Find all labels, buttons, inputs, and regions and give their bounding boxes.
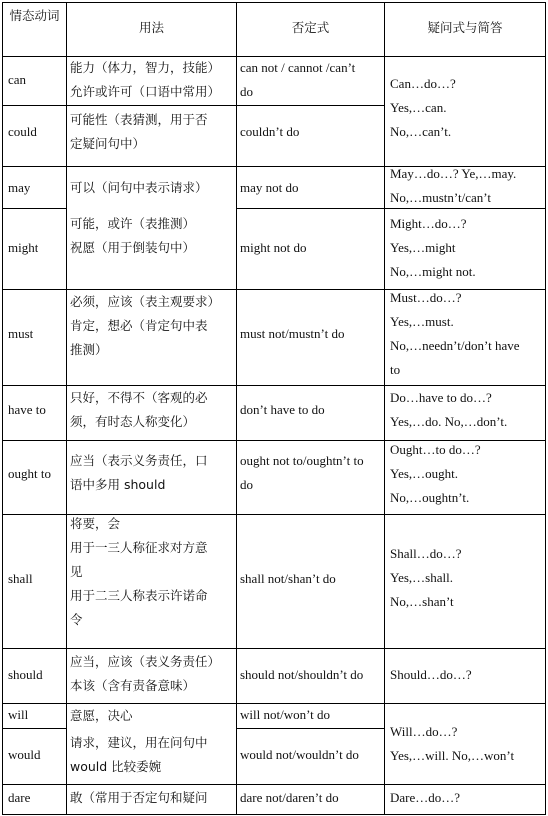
question-line: No,…might not.	[390, 264, 476, 279]
verb-cell: can	[8, 72, 27, 87]
usage-cell	[70, 108, 236, 156]
column-divider	[66, 2, 67, 815]
header-col-negative	[237, 16, 384, 40]
verb-cell: have to	[8, 402, 46, 417]
question-line: No,…can’t.	[390, 124, 452, 139]
usage-line: would 比较委婉	[70, 759, 162, 774]
usage-cell	[70, 449, 236, 497]
usage-line: 见	[70, 564, 83, 579]
question-line: No,…shan’t	[390, 594, 454, 609]
negative-cell: dare not/daren’t do	[240, 790, 339, 805]
row-divider-partial	[2, 728, 66, 729]
usage-line: 必须，应该（表主观要求）	[70, 294, 221, 309]
negative-cell	[240, 449, 384, 497]
question-line: Do…have to do…?	[390, 390, 492, 405]
table-border-right	[545, 2, 546, 815]
question-line: Yes,…do. No,…don’t.	[390, 414, 508, 429]
negative-line: ought not to/oughtn’t to	[240, 453, 364, 468]
usage-line: 可能，或许（表推测）	[70, 216, 196, 231]
verb-cell: may	[8, 180, 31, 195]
question-line: Might…do…?	[390, 216, 467, 231]
negative-cell: don’t have to do	[240, 402, 325, 417]
question-cell: Dare…do…?	[390, 790, 461, 805]
verb-cell: might	[8, 240, 39, 255]
question-line: Can…do…?	[390, 76, 456, 91]
usage-line: 敢（常用于否定句和疑问	[70, 790, 208, 805]
usage-cell	[70, 731, 236, 779]
question-line: No,…mustn’t/can’t	[390, 190, 491, 205]
negative-cell: should not/shouldn’t do	[240, 667, 364, 682]
usage-line: 应当，应该（表义务责任）	[70, 654, 221, 669]
question-line: Yes,…will. No,…won’t	[390, 748, 515, 763]
question-line: Will…do…?	[390, 724, 458, 739]
usage-line: 本该（含有责备意味）	[70, 678, 196, 693]
usage-cell	[70, 212, 236, 260]
row-divider-partial	[237, 728, 384, 729]
verb-cell: would	[8, 747, 41, 762]
question-cell	[390, 720, 545, 768]
usage-line: 语中多用 should	[70, 477, 166, 492]
usage-cell	[70, 56, 236, 104]
usage-line: 肯定，想必（肯定句中表	[70, 318, 208, 333]
negative-cell	[240, 56, 384, 104]
usage-line: 将要，会	[70, 516, 121, 531]
header-text: 疑问式与简答	[427, 20, 503, 35]
usage-line: 能力（体力，智力，技能）	[70, 60, 221, 75]
negative-cell: might not do	[240, 240, 307, 255]
question-line: No,…needn’t/don’t have	[390, 338, 520, 353]
question-cell	[390, 386, 545, 434]
negative-cell: couldn’t do	[240, 124, 300, 139]
usage-line: 定疑问句中）	[70, 136, 146, 151]
negative-line: can not / cannot /can’t	[240, 60, 356, 75]
question-line: Yes,…ought.	[390, 466, 459, 481]
question-line: Yes,…might	[390, 240, 456, 255]
usage-cell	[70, 176, 236, 200]
verb-cell: shall	[8, 571, 33, 586]
question-cell	[390, 286, 545, 382]
question-line: May…do…? Ye,…may.	[390, 166, 517, 181]
question-cell	[390, 542, 545, 614]
question-cell	[390, 72, 545, 144]
row-divider-partial	[2, 208, 66, 209]
column-divider	[384, 2, 385, 815]
usage-cell	[70, 386, 236, 434]
header-col-usage	[67, 16, 236, 40]
usage-line: 推测）	[70, 342, 108, 357]
question-line: Must…do…?	[390, 290, 462, 305]
verb-cell: ought to	[8, 466, 51, 481]
question-cell	[390, 162, 545, 210]
negative-cell: may not do	[240, 180, 299, 195]
usage-cell	[70, 290, 236, 362]
row-divider-partial	[2, 105, 384, 106]
row-divider	[2, 648, 546, 649]
question-line: to	[390, 362, 401, 377]
header-col-question	[385, 16, 545, 40]
negative-cell: must not/mustn’t do	[240, 326, 345, 341]
table-border-left	[2, 2, 3, 815]
table-border-top	[2, 2, 546, 3]
usage-line: 用于二三人称表示许诺命	[70, 588, 208, 603]
usage-line: 只好，不得不（客观的必	[70, 390, 208, 405]
question-line: No,…oughtn’t.	[390, 490, 470, 505]
usage-line: 请求，建议，用在问句中	[70, 735, 208, 750]
verb-cell: must	[8, 326, 34, 341]
negative-cell: would not/wouldn’t do	[240, 747, 359, 762]
negative-cell: shall not/shan’t do	[240, 571, 336, 586]
usage-line: 须，有时态人称变化）	[70, 414, 196, 429]
usage-line: 允许或许可（口语中常用）	[70, 84, 221, 99]
usage-line: 可以（问句中表示请求）	[70, 180, 208, 195]
negative-line: do	[240, 84, 253, 99]
table-border-bottom	[2, 814, 546, 815]
question-line: Yes,…must.	[390, 314, 454, 329]
usage-cell	[70, 512, 236, 632]
usage-line: 意愿，决心	[70, 708, 133, 723]
usage-line: 用于一三人称征求对方意	[70, 540, 208, 555]
header-text: 否定式	[291, 20, 330, 35]
usage-line: 祝愿（用于倒装句中）	[70, 240, 196, 255]
question-line: Yes,…can.	[390, 100, 447, 115]
question-cell	[390, 212, 545, 284]
question-line: Shall…do…?	[390, 546, 462, 561]
negative-line: do	[240, 477, 253, 492]
question-line: Ought…to do…?	[390, 442, 481, 457]
usage-cell	[70, 786, 236, 810]
verb-cell: will	[8, 707, 29, 722]
usage-cell	[70, 650, 236, 698]
question-cell	[390, 438, 545, 510]
row-divider	[2, 784, 546, 785]
usage-line: 令	[70, 612, 83, 627]
verb-cell: could	[8, 124, 37, 139]
question-cell: Should…do…?	[390, 667, 472, 682]
usage-line: 应当（表示义务责任，口	[70, 453, 208, 468]
column-divider	[236, 2, 237, 815]
header-col-verb	[3, 4, 66, 28]
header-text: 情态动词	[9, 8, 60, 23]
usage-line: 可能性（表猜测，用于否	[70, 112, 208, 127]
negative-cell: will not/won’t do	[240, 707, 331, 722]
verb-cell: should	[8, 667, 43, 682]
question-line: Yes,…shall.	[390, 570, 453, 585]
verb-cell: dare	[8, 790, 31, 805]
header-text: 用法	[138, 20, 164, 35]
usage-cell	[70, 704, 236, 728]
